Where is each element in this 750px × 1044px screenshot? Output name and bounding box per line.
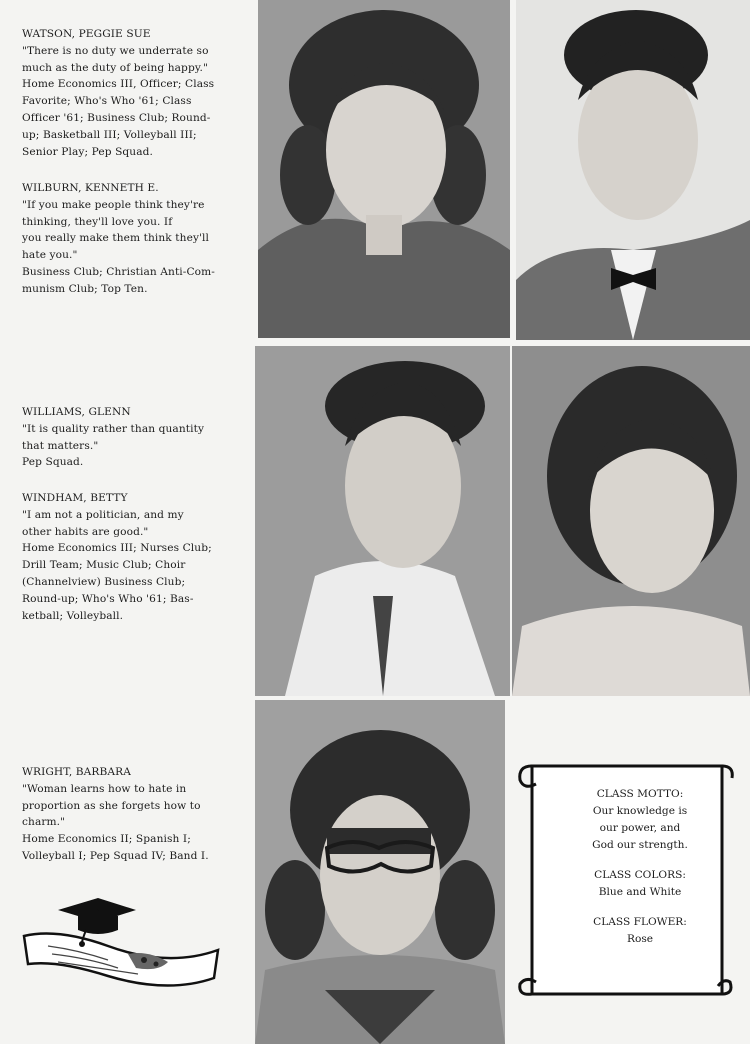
- bio-wright: [22, 764, 244, 865]
- student-quote: charm.": [22, 816, 66, 829]
- scroll-banner: [516, 756, 736, 1006]
- portrait-photo-icon: [512, 346, 750, 696]
- class-motto-line: Our knowledge is: [592, 805, 688, 817]
- class-motto-label: CLASS MOTTO:: [596, 788, 684, 800]
- bio-watson: [22, 26, 244, 160]
- bio-williams: [22, 404, 244, 471]
- student-activities: Senior Play; Pep Squad.: [22, 145, 153, 158]
- student-activities: up; Basketball III; Volleyball III;: [22, 128, 197, 141]
- student-activities: munism Club; Top Ten.: [22, 282, 148, 295]
- class-colors-label: CLASS COLORS:: [594, 869, 686, 881]
- student-quote: hate you.": [22, 249, 78, 262]
- student-activities: Business Club; Christian Anti-Com-: [22, 265, 215, 278]
- student-quote: "There is no duty we underrate so: [22, 44, 209, 57]
- student-name: WINDHAM, BETTY: [22, 492, 128, 504]
- student-name: WATSON, PEGGIE SUE: [22, 28, 151, 40]
- student-quote: "Woman learns how to hate in: [22, 782, 187, 795]
- class-motto-line: our power, and: [599, 822, 681, 834]
- student-activities: (Channelview) Business Club;: [22, 575, 186, 588]
- bio-wilburn: [22, 180, 244, 298]
- class-flower-value: Rose: [626, 933, 654, 945]
- student-quote: "If you make people think they're: [22, 198, 205, 211]
- student-activities: Round-up; Who's Who '61; Bas-: [22, 592, 194, 605]
- student-activities: Home Economics III, Officer; Class: [22, 78, 215, 91]
- student-activities: Home Economics II; Spanish I;: [22, 833, 191, 846]
- class-motto-line: God our strength.: [592, 839, 688, 851]
- class-colors-value: Blue and White: [598, 886, 682, 898]
- student-activities: Favorite; Who's Who '61; Class: [22, 95, 192, 108]
- portrait-photo-icon: [516, 0, 750, 340]
- portrait-photo-icon: [255, 346, 510, 696]
- graduation-cap-diploma-icon: [18, 898, 228, 994]
- class-flower-label: CLASS FLOWER:: [593, 916, 687, 928]
- student-quote: thinking, they'll love you. If: [22, 215, 173, 228]
- student-activities: Pep Squad.: [22, 456, 84, 469]
- portrait-photo-icon: [258, 0, 510, 338]
- student-quote: other habits are good.": [22, 525, 149, 538]
- student-activities: Officer '61; Business Club; Round-: [22, 111, 211, 124]
- student-activities: ketball; Volleyball.: [22, 609, 124, 622]
- student-name: WILLIAMS, GLENN: [22, 406, 131, 418]
- student-quote: "It is quality rather than quantity: [22, 422, 205, 435]
- student-quote: much as the duty of being happy.": [22, 61, 208, 74]
- student-activities: Home Economics III; Nurses Club;: [22, 542, 212, 555]
- student-quote: that matters.": [22, 439, 99, 452]
- student-activities: Volleyball I; Pep Squad IV; Band I.: [22, 849, 209, 862]
- student-name: WILBURN, KENNETH E.: [22, 182, 159, 194]
- student-quote: "I am not a politician, and my: [22, 508, 184, 521]
- bio-windham: [22, 490, 244, 624]
- class-info: [560, 786, 720, 948]
- student-quote: proportion as she forgets how to: [22, 799, 201, 812]
- portrait-photo-icon: [255, 700, 505, 1044]
- student-name: WRIGHT, BARBARA: [22, 766, 131, 778]
- student-activities: Drill Team; Music Club; Choir: [22, 559, 186, 572]
- student-quote: you really make them think they'll: [22, 232, 210, 245]
